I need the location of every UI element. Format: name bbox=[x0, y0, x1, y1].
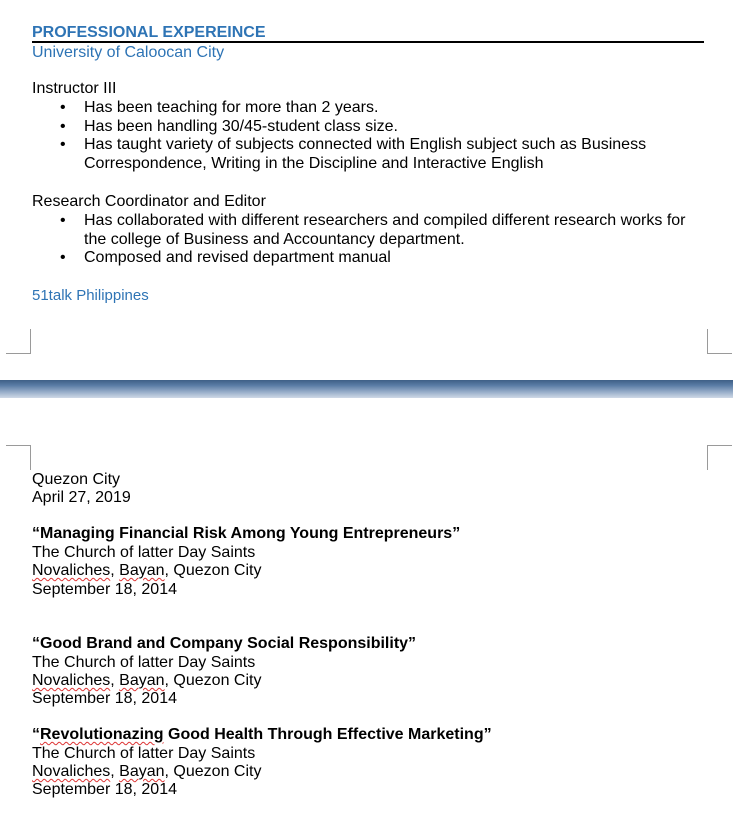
document-page-1 bbox=[0, 0, 733, 380]
job-title: Instructor III bbox=[32, 80, 117, 97]
list-item-line: Correspondence, Writing in the Discipline and Interactive English bbox=[84, 154, 544, 172]
margin-corner-mark bbox=[6, 329, 31, 354]
margin-corner-mark bbox=[707, 329, 732, 354]
event-title: “Managing Financial Risk Among Young Entrepreneurs” bbox=[32, 525, 461, 542]
date-line: April 27, 2019 bbox=[32, 489, 131, 506]
location-part: Bayan bbox=[119, 763, 165, 780]
title-part: Revolutionazing bbox=[40, 726, 164, 743]
list-item-line: the college of Business and Accountancy department. bbox=[84, 230, 465, 248]
city-line: Quezon City bbox=[32, 471, 121, 488]
event-venue: The Church of latter Day Saints bbox=[32, 654, 256, 671]
job-title: Research Coordinator and Editor bbox=[32, 193, 266, 210]
document-page-2 bbox=[0, 398, 733, 823]
location-part: Quezon City bbox=[173, 763, 262, 780]
list-item-line: Has taught variety of subjects connected with English subject such as Business bbox=[84, 136, 647, 153]
bullet-list bbox=[60, 99, 646, 173]
event-location: Novaliches, Bayan, Quezon City bbox=[32, 763, 262, 780]
page-gap bbox=[0, 380, 733, 398]
event-date: September 18, 2014 bbox=[32, 581, 177, 598]
list-item bbox=[60, 212, 685, 249]
bullet-list bbox=[60, 212, 685, 268]
event-date: September 18, 2014 bbox=[32, 690, 177, 707]
event-location: Novaliches, Bayan, Quezon City bbox=[32, 672, 262, 689]
list-item bbox=[60, 136, 646, 173]
event-venue: The Church of latter Day Saints bbox=[32, 745, 256, 762]
event-title: “Good Brand and Company Social Responsibility” bbox=[32, 635, 417, 652]
location-part: Novaliches bbox=[32, 672, 111, 689]
event-location: Novaliches, Bayan, Quezon City bbox=[32, 562, 262, 579]
location-part: Novaliches bbox=[32, 763, 111, 780]
title-part: “ bbox=[32, 726, 40, 743]
employer-name: 51talk Philippines bbox=[32, 287, 149, 304]
list-item: • Has been handling 30/45-student class size. bbox=[60, 118, 646, 137]
margin-corner-mark bbox=[6, 445, 31, 470]
section-title: PROFESSIONAL EXPEREINCE bbox=[32, 24, 266, 41]
section-rule bbox=[32, 41, 704, 43]
list-item: • Composed and revised department manual bbox=[60, 249, 685, 268]
location-part: Bayan bbox=[119, 562, 165, 579]
margin-corner-mark bbox=[707, 445, 732, 470]
event-date: September 18, 2014 bbox=[32, 781, 177, 798]
event-title bbox=[32, 726, 492, 744]
location-part: Bayan bbox=[119, 672, 165, 689]
location-part: Novaliches bbox=[32, 562, 111, 579]
employer-name: University of Caloocan City bbox=[32, 44, 225, 61]
list-item: • Has been teaching for more than 2 years. bbox=[60, 99, 646, 118]
location-part: Quezon City bbox=[173, 562, 262, 579]
location-part: Quezon City bbox=[173, 672, 262, 689]
event-venue: The Church of latter Day Saints bbox=[32, 544, 256, 561]
title-part: Good Health Through Effective Marketing” bbox=[163, 726, 492, 743]
list-item-line: Has collaborated with different researchers and compiled different research works for bbox=[84, 212, 686, 229]
